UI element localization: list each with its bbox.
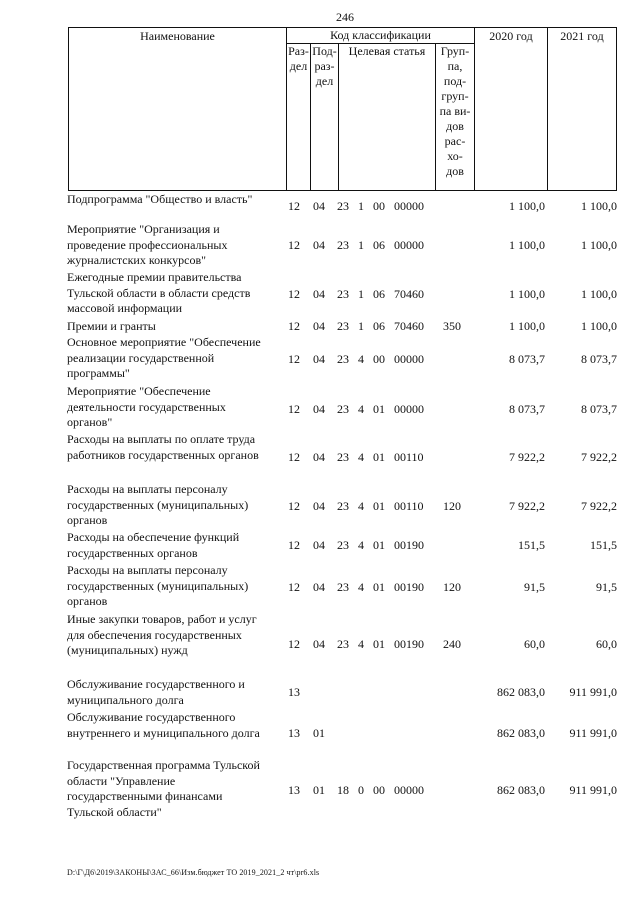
table-row: [0, 677, 640, 711]
table-row: [0, 432, 640, 466]
row-podrazdel: 04: [313, 199, 325, 213]
row-name-line: Расходы на обеспечение функций: [67, 530, 240, 544]
row-value-2021: 1 100,0: [581, 319, 617, 333]
row-podrazdel: 01: [313, 783, 325, 797]
row-target-program: 23: [337, 402, 349, 416]
header-bottom-border: [68, 190, 617, 191]
row-target-direction: 00000: [394, 352, 424, 366]
header-vid-line: под-: [443, 74, 467, 88]
table-row: [0, 612, 640, 660]
row-name-line: органов: [67, 594, 108, 608]
row-target-program: 18: [337, 783, 349, 797]
table-row: [0, 335, 640, 383]
row-value-2020: 862 083,0: [497, 783, 545, 797]
row-target-subprogram: 4: [358, 499, 364, 513]
row-value-2021: 91,5: [596, 580, 617, 594]
row-value-2020: 151,5: [518, 538, 545, 552]
row-name-line: государственных (муниципальных): [67, 497, 249, 512]
row-target-direction: 00110: [394, 450, 424, 464]
row-name-line: программы": [67, 366, 130, 380]
podrazdel-divider: [338, 44, 339, 191]
header-vid: [436, 44, 474, 179]
row-target-subprogram: 4: [358, 402, 364, 416]
row-target-event: 00: [373, 783, 385, 797]
row-name: [67, 677, 285, 708]
row-value-2021: 60,0: [596, 637, 617, 651]
table-row: [0, 758, 640, 822]
row-target-direction: 70460: [394, 287, 424, 301]
row-razdel: 12: [288, 199, 300, 213]
row-name-line: Обслуживание государственного и: [67, 677, 245, 691]
row-target-subprogram: 1: [358, 238, 364, 252]
row-name: [67, 335, 285, 382]
row-value-2020: 7 922,2: [509, 499, 545, 513]
row-podrazdel: 04: [313, 402, 325, 416]
row-name: [67, 432, 285, 463]
table-row: [0, 192, 640, 212]
file-path-footer: D:\Г\Д6\2019\ЗАКОНЫ\ЗАС_66\Изм.бюджет ТО 2019_2021_2 чт\pr6.xls: [67, 868, 320, 877]
row-name-line: внутреннего и муниципального долга: [67, 725, 260, 740]
row-target-event: 06: [373, 238, 385, 252]
row-name-line: государственных органов: [67, 545, 198, 560]
row-name-line: государственных (муниципальных): [67, 578, 249, 593]
row-target-program: 23: [337, 499, 349, 513]
row-value-2020: 1 100,0: [509, 238, 545, 252]
row-target-program: 23: [337, 319, 349, 333]
right-border: [616, 27, 617, 191]
table-row: [0, 563, 640, 611]
row-name: [67, 563, 285, 610]
header-year-2021: 2021 год: [560, 29, 604, 43]
page-number: 246: [336, 10, 354, 24]
row-name: [67, 530, 285, 561]
row-target-program: 23: [337, 450, 349, 464]
header-vid-line: дов: [446, 119, 464, 133]
row-expense-type: 120: [443, 499, 461, 513]
row-name-line: органов: [67, 513, 108, 527]
header-podrazdel-line: дел: [315, 74, 334, 88]
row-name-line: реализации государственной: [67, 350, 215, 365]
row-target-direction: 00000: [394, 238, 424, 252]
row-name-line: области "Управление: [67, 773, 176, 788]
row-value-2021: 1 100,0: [581, 287, 617, 301]
table-row: [0, 319, 640, 336]
row-name: [67, 384, 285, 431]
row-target-subprogram: 4: [358, 352, 364, 366]
row-target-event: 06: [373, 319, 385, 333]
row-target-subprogram: 4: [358, 538, 364, 552]
row-target-direction: 00110: [394, 499, 424, 513]
row-name: [67, 270, 285, 317]
row-value-2021: 911 991,0: [569, 726, 617, 740]
row-name-line: (муниципальных) нужд: [67, 643, 188, 657]
table-row: [0, 710, 640, 744]
row-razdel: 13: [288, 783, 300, 797]
row-razdel: 12: [288, 352, 300, 366]
header-vid-line: дов: [446, 164, 464, 178]
row-expense-type: 120: [443, 580, 461, 594]
header-razdel-line: Раз-: [288, 44, 309, 58]
row-target-direction: 00000: [394, 783, 424, 797]
header-name: Наименование: [140, 29, 215, 43]
table-row: [0, 384, 640, 432]
header-year-2020: 2020 год: [489, 29, 533, 43]
row-name-line: работников государственных органов: [67, 447, 259, 462]
row-razdel: 12: [288, 538, 300, 552]
row-target-program: 23: [337, 637, 349, 651]
row-name-line: Государственная программа Тульской: [67, 758, 260, 772]
row-target-subprogram: 0: [358, 783, 364, 797]
row-target-direction: 70460: [394, 319, 424, 333]
row-value-2021: 7 922,2: [581, 499, 617, 513]
row-target-event: 01: [373, 450, 385, 464]
row-podrazdel: 04: [313, 499, 325, 513]
header-target: Целевая статья: [348, 44, 426, 58]
row-name-line: Премии и гранты: [67, 319, 156, 333]
header-podrazdel-line: раз-: [314, 59, 335, 73]
header-podrazdel-line: Под-: [312, 44, 337, 58]
row-name: [67, 222, 285, 269]
row-podrazdel: 04: [313, 580, 325, 594]
row-razdel: 12: [288, 319, 300, 333]
left-border: [68, 27, 69, 191]
row-target-program: 23: [337, 538, 349, 552]
row-target-direction: 00190: [394, 538, 424, 552]
row-value-2020: 91,5: [524, 580, 545, 594]
row-target-program: 23: [337, 580, 349, 594]
row-razdel: 12: [288, 450, 300, 464]
row-name-line: Тульской области в области средств: [67, 285, 251, 300]
header-code-classification: Код классификации: [330, 28, 431, 42]
row-target-subprogram: 4: [358, 580, 364, 594]
row-target-direction: 00190: [394, 637, 424, 651]
header-vid-line: рас-: [444, 134, 466, 148]
header-vid-line: па ви-: [439, 104, 471, 118]
row-target-subprogram: 1: [358, 287, 364, 301]
row-name-line: Обслуживание государственного: [67, 710, 236, 724]
row-target-event: 01: [373, 637, 385, 651]
row-name-line: Ежегодные премии правительства: [67, 270, 242, 284]
code-right-divider: [474, 27, 475, 191]
row-name-line: Подпрограмма "Общество и власть": [67, 192, 253, 206]
header-razdel: [287, 44, 310, 74]
table-row: [0, 270, 640, 318]
row-name-line: Иные закупки товаров, работ и услуг: [67, 612, 257, 626]
row-value-2020: 862 083,0: [497, 685, 545, 699]
header-razdel-line: дел: [289, 59, 308, 73]
row-value-2020: 60,0: [524, 637, 545, 651]
row-value-2020: 862 083,0: [497, 726, 545, 740]
row-name-line: деятельности государственных: [67, 399, 226, 414]
row-name: [67, 758, 285, 820]
header-vid-line: груп-: [441, 89, 469, 103]
row-podrazdel: 01: [313, 726, 325, 740]
row-target-program: 23: [337, 238, 349, 252]
row-razdel: 12: [288, 499, 300, 513]
row-razdel: 12: [288, 402, 300, 416]
table-row: [0, 222, 640, 270]
row-name: [67, 482, 285, 529]
row-value-2021: 911 991,0: [569, 685, 617, 699]
row-name-line: Мероприятие "Обеспечение: [67, 384, 211, 398]
row-name-line: для обеспечения государственных: [67, 627, 242, 642]
row-name-line: проведение профессиональных: [67, 237, 228, 252]
row-target-event: 00: [373, 199, 385, 213]
row-expense-type: 240: [443, 637, 461, 651]
row-value-2020: 1 100,0: [509, 287, 545, 301]
row-value-2021: 1 100,0: [581, 199, 617, 213]
row-target-direction: 00000: [394, 402, 424, 416]
table-row: [0, 482, 640, 530]
row-name-line: журналистских конкурсов": [67, 253, 207, 267]
row-podrazdel: 04: [313, 238, 325, 252]
row-target-program: 23: [337, 287, 349, 301]
row-name: [67, 192, 285, 208]
row-name: [67, 710, 285, 741]
row-name-line: Тульской области": [67, 804, 162, 819]
row-podrazdel: 04: [313, 287, 325, 301]
row-name-line: органов": [67, 415, 113, 429]
header-vid-line: Груп-: [440, 44, 470, 58]
row-podrazdel: 04: [313, 637, 325, 651]
row-value-2020: 1 100,0: [509, 199, 545, 213]
row-value-2021: 7 922,2: [581, 450, 617, 464]
row-value-2021: 911 991,0: [569, 783, 617, 797]
row-value-2021: 151,5: [590, 538, 617, 552]
row-value-2020: 8 073,7: [509, 352, 545, 366]
row-name-line: Мероприятие "Организация и: [67, 222, 220, 236]
row-razdel: 12: [288, 580, 300, 594]
row-name: [67, 612, 285, 659]
row-target-program: 23: [337, 199, 349, 213]
row-value-2020: 8 073,7: [509, 402, 545, 416]
header-vid-line: па,: [447, 59, 463, 73]
row-target-event: 01: [373, 580, 385, 594]
row-target-program: 23: [337, 352, 349, 366]
year-divider: [547, 27, 548, 191]
row-name-line: муниципального долга: [67, 692, 184, 707]
row-name-line: Расходы на выплаты персоналу: [67, 482, 228, 496]
row-name: [67, 319, 285, 335]
row-target-event: 01: [373, 402, 385, 416]
row-expense-type: 350: [443, 319, 461, 333]
row-razdel: 12: [288, 637, 300, 651]
row-target-subprogram: 1: [358, 199, 364, 213]
row-podrazdel: 04: [313, 450, 325, 464]
table-row: [0, 530, 640, 564]
row-value-2021: 8 073,7: [581, 402, 617, 416]
row-target-event: 01: [373, 499, 385, 513]
row-razdel: 13: [288, 685, 300, 699]
row-razdel: 13: [288, 726, 300, 740]
row-value-2020: 7 922,2: [509, 450, 545, 464]
row-target-event: 01: [373, 538, 385, 552]
row-target-event: 00: [373, 352, 385, 366]
row-name-line: государственными финансами: [67, 789, 223, 803]
row-razdel: 12: [288, 238, 300, 252]
header-vid-line: хо-: [447, 149, 463, 163]
row-target-direction: 00190: [394, 580, 424, 594]
row-name-line: Расходы на выплаты по оплате труда: [67, 432, 256, 446]
row-name-line: Расходы на выплаты персоналу: [67, 563, 228, 577]
row-razdel: 12: [288, 287, 300, 301]
row-podrazdel: 04: [313, 352, 325, 366]
row-target-event: 06: [373, 287, 385, 301]
row-value-2020: 1 100,0: [509, 319, 545, 333]
row-value-2021: 8 073,7: [581, 352, 617, 366]
row-podrazdel: 04: [313, 538, 325, 552]
table-header: [68, 27, 617, 191]
row-target-direction: 00000: [394, 199, 424, 213]
row-target-subprogram: 4: [358, 450, 364, 464]
row-target-subprogram: 4: [358, 637, 364, 651]
row-target-subprogram: 1: [358, 319, 364, 333]
row-value-2021: 1 100,0: [581, 238, 617, 252]
header-podrazdel: [311, 44, 338, 89]
row-name-line: массовой информации: [67, 301, 183, 315]
row-podrazdel: 04: [313, 319, 325, 333]
row-name-line: Основное мероприятие "Обеспечение: [67, 335, 261, 349]
